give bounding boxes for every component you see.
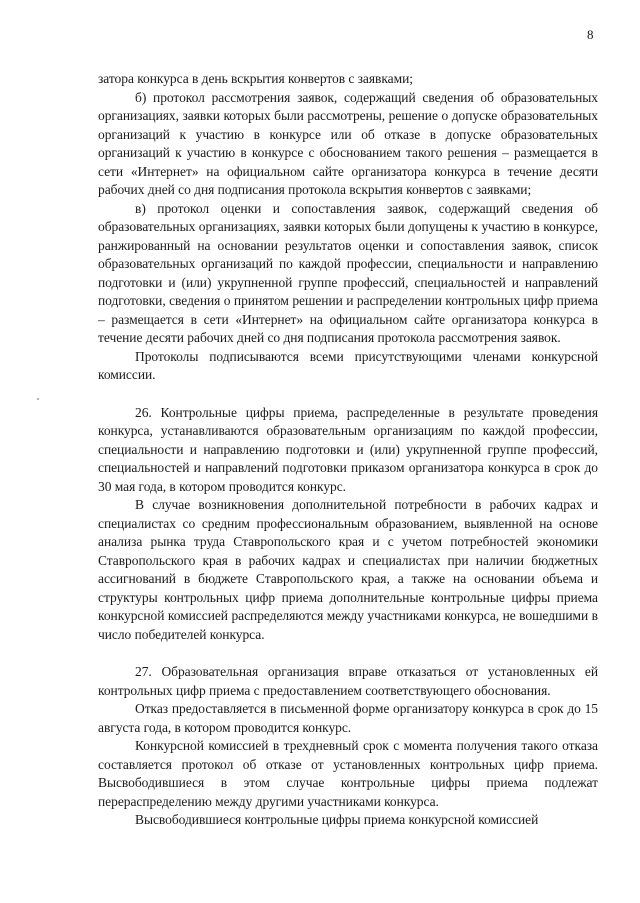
paragraph-item-26: 26. Контрольные цифры приема, распределенные в результате проведения конкурса, устанавливаются образовательным организациям по каждой профессии, специальности и направлению подготовки и (или) укрупненной группе профессий, специальностей и направлений подготовки приказом организатора конкурса в срок до 30 мая года, в котором проводится конкурс. — [98, 404, 598, 494]
paragraph-refusal-protocol: Конкурсной комиссией в трехдневный срок с момента получения такого отказа составляется протокол об отказе от установленных контрольных цифр приема. Высвободившиеся в этом случае контрольные цифры приема подлежат перераспределению между другими участниками конкурса. — [98, 738, 598, 809]
body-text — [98, 70, 598, 830]
paragraph-protocol-review: б) протокол рассмотрения заявок, содержащий сведения об образовательных организациях, заявки которых были рассмотрены, решение о допуске образовательных организаций к участию в конкурсе или об отказе в допуске образовательных организаций к участию в конкурсе с обоснованием такого решения – размещается в сети «Интернет» на официальном сайте организатора конкурса в течение десяти рабочих дней со дня подписания протокола вскрытия конвертов с заявками; — [98, 89, 598, 197]
margin-speck — [37, 398, 39, 400]
paragraph-protocol-evaluation: в) протокол оценки и сопоставления заявок, содержащий сведения об образовательных организациях, заявки которых были допущены к участию в конкурсе, ранжированный на основании результатов оценки и сопоставления заявок, список образовательных организаций по каждой профессии, специальности и направлению подготовки и (или) укрупненной группе профессий, специальностей и направлений подготовки, сведения о принятом решении и распределении контрольных цифр приема – размещается в сети «Интернет» на официальном сайте организатора конкурса в течение десяти рабочих дней со дня подписания протокола рассмотрения заявок. — [98, 200, 598, 345]
page-number: 8 — [587, 27, 594, 42]
paragraph-continuation: затора конкурса в день вскрытия конвертов с заявками; — [98, 71, 413, 86]
paragraph-item-27: 27. Образовательная организация вправе отказаться от установленных ей контрольных цифр приема с предоставлением соответствующего обоснования. — [98, 664, 598, 698]
paragraph-protocols-signed: Протоколы подписываются всеми присутствующими членами конкурсной комиссии. — [98, 348, 598, 382]
paragraph-additional-demand: В случае возникновения дополнительной потребности в рабочих кадрах и специалистах со средним профессиональным образованием, выявленной на основе анализа рынка труда Ставропольского края и с учетом потребностей экономики Ставропольского края в рабочих кадрах и специалистах при наличии бюджетных ассигнований в бюджете Ставропольского края, а также на основании объема и структуры контрольных цифр приема дополнительные контрольные цифры приема конкурсной комиссией распределяются между участниками конкурса, не вошедшими в число победителей конкурса. — [98, 497, 598, 642]
paragraph-refusal-form: Отказ предоставляется в письменной форме организатору конкурса в срок до 15 августа года, в котором проводится конкурс. — [98, 701, 598, 735]
paragraph-released-figures: Высвободившиеся контрольные цифры приема конкурсной комиссией — [135, 812, 539, 827]
